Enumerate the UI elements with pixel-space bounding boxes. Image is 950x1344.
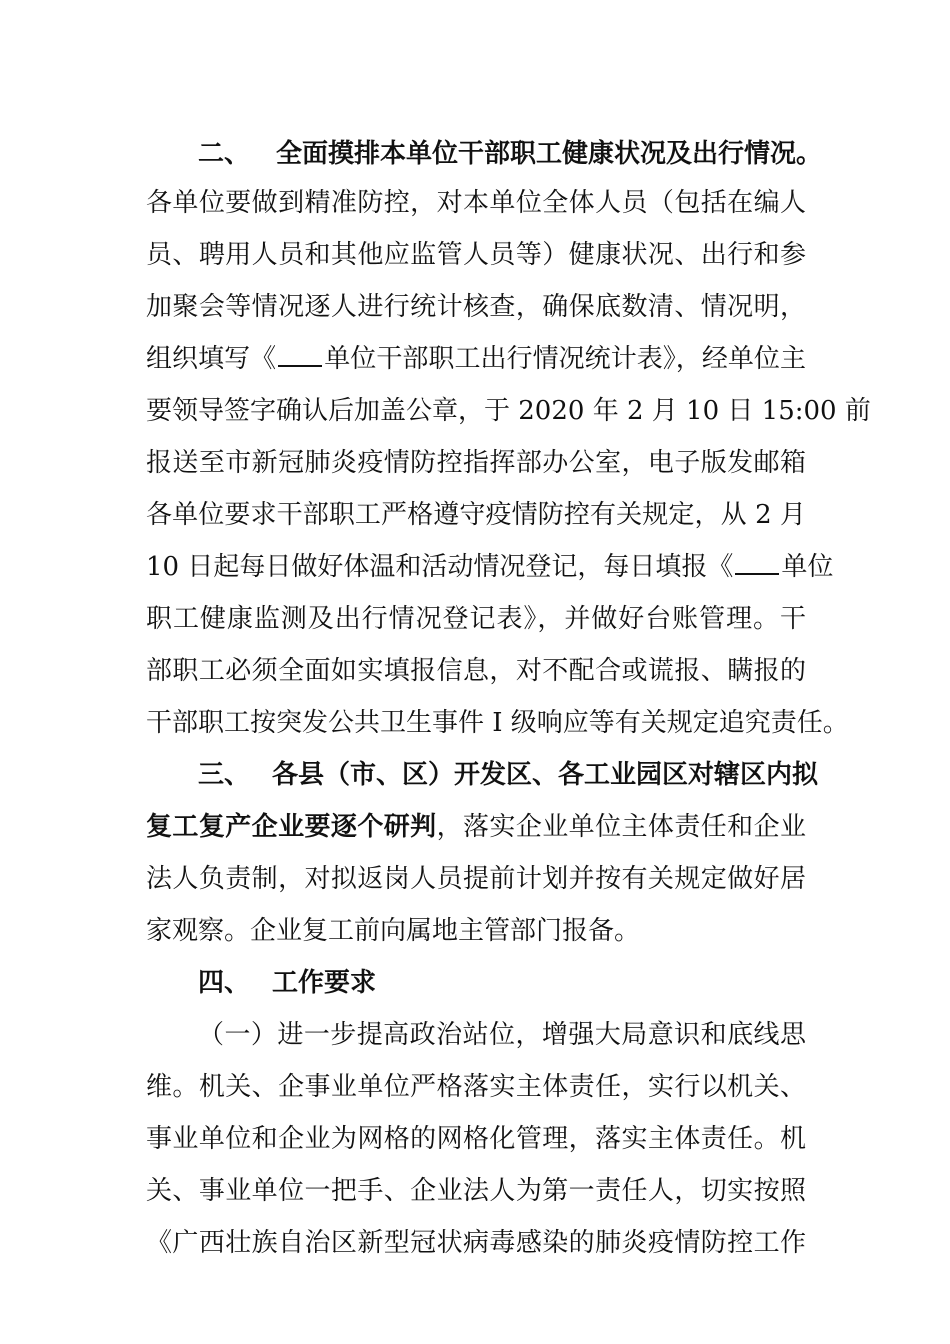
section-2-number: 二、 <box>198 139 251 169</box>
line-text-rest: ，落实企业单位主体责任和企业 <box>436 812 806 842</box>
section-4-heading <box>198 963 806 1003</box>
section-2-heading <box>198 134 823 174</box>
section-2-title: 全面摸排本单位干部职工健康状况及出行情况。 <box>276 139 823 169</box>
line-text-pre: 10 日起每日做好体温和活动情况登记，每日填报《 <box>146 552 734 582</box>
section-3-number: 三、 <box>198 760 251 790</box>
line-text-post: 单位 <box>781 552 834 582</box>
paragraph-line: 各单位要求干部职工严格遵守疫情防控有关规定，从 2 月 <box>146 500 806 530</box>
paragraph-line: 员、聘用人员和其他应监管人员等）健康状况、出行和参 <box>146 240 806 270</box>
subsection-1-first-line: （一）进一步提高政治站位，增强大局意识和底线思 <box>198 1020 806 1050</box>
paragraph-line: 职工健康监测及出行情况登记表》，并做好台账管理。干 <box>146 604 806 634</box>
paragraph-line-mixed <box>146 807 806 847</box>
paragraph-line-with-blank <box>146 339 806 379</box>
paragraph-line: 《广西壮族自治区新型冠状病毒感染的肺炎疫情防控工作 <box>146 1228 806 1258</box>
fill-in-blank <box>735 547 779 575</box>
paragraph-line: 加聚会等情况逐人进行统计核查，确保底数清、情况明， <box>146 292 806 322</box>
section-4-title: 工作要求 <box>272 968 377 998</box>
paragraph-line: 报送至市新冠肺炎疫情防控指挥部办公室，电子版发邮箱 <box>146 448 806 478</box>
paragraph-line: 要领导签字确认后加盖公章，于 2020 年 2 月 10 日 15:00 前 <box>146 396 871 426</box>
section-3-title-line1: 各县（市、区）开发区、各工业园区对辖区内拟 <box>272 760 819 790</box>
paragraph-line: 家观察。企业复工前向属地主管部门报备。 <box>146 916 641 946</box>
paragraph-line: 事业单位和企业为网格的网格化管理，落实主体责任。机 <box>146 1124 806 1154</box>
section-4-number: 四、 <box>198 968 251 998</box>
paragraph-line: 各单位要做到精准防控，对本单位全体人员（包括在编人 <box>146 188 806 218</box>
paragraph-line: 维。机关、企事业单位严格落实主体责任，实行以机关、 <box>146 1072 806 1102</box>
paragraph-line: 部职工必须全面如实填报信息，对不配合或谎报、瞒报的 <box>146 656 806 686</box>
line-text-pre: 组织填写《 <box>146 344 277 374</box>
paragraph-line: 干部职工按突发公共卫生事件 I 级响应等有关规定追究责任。 <box>146 708 849 738</box>
section-3-heading <box>198 755 819 795</box>
line-text-post: 单位干部职工出行情况统计表》，经单位主 <box>324 344 806 374</box>
paragraph-line: 关、事业单位一把手、企业法人为第一责任人，切实按照 <box>146 1176 806 1206</box>
paragraph-line-with-blank <box>146 547 834 587</box>
fill-in-blank <box>278 339 322 367</box>
paragraph-line: 法人负责制，对拟返岗人员提前计划并按有关规定做好居 <box>146 864 806 894</box>
section-3-title-line2: 复工复产企业要逐个研判 <box>146 812 437 842</box>
